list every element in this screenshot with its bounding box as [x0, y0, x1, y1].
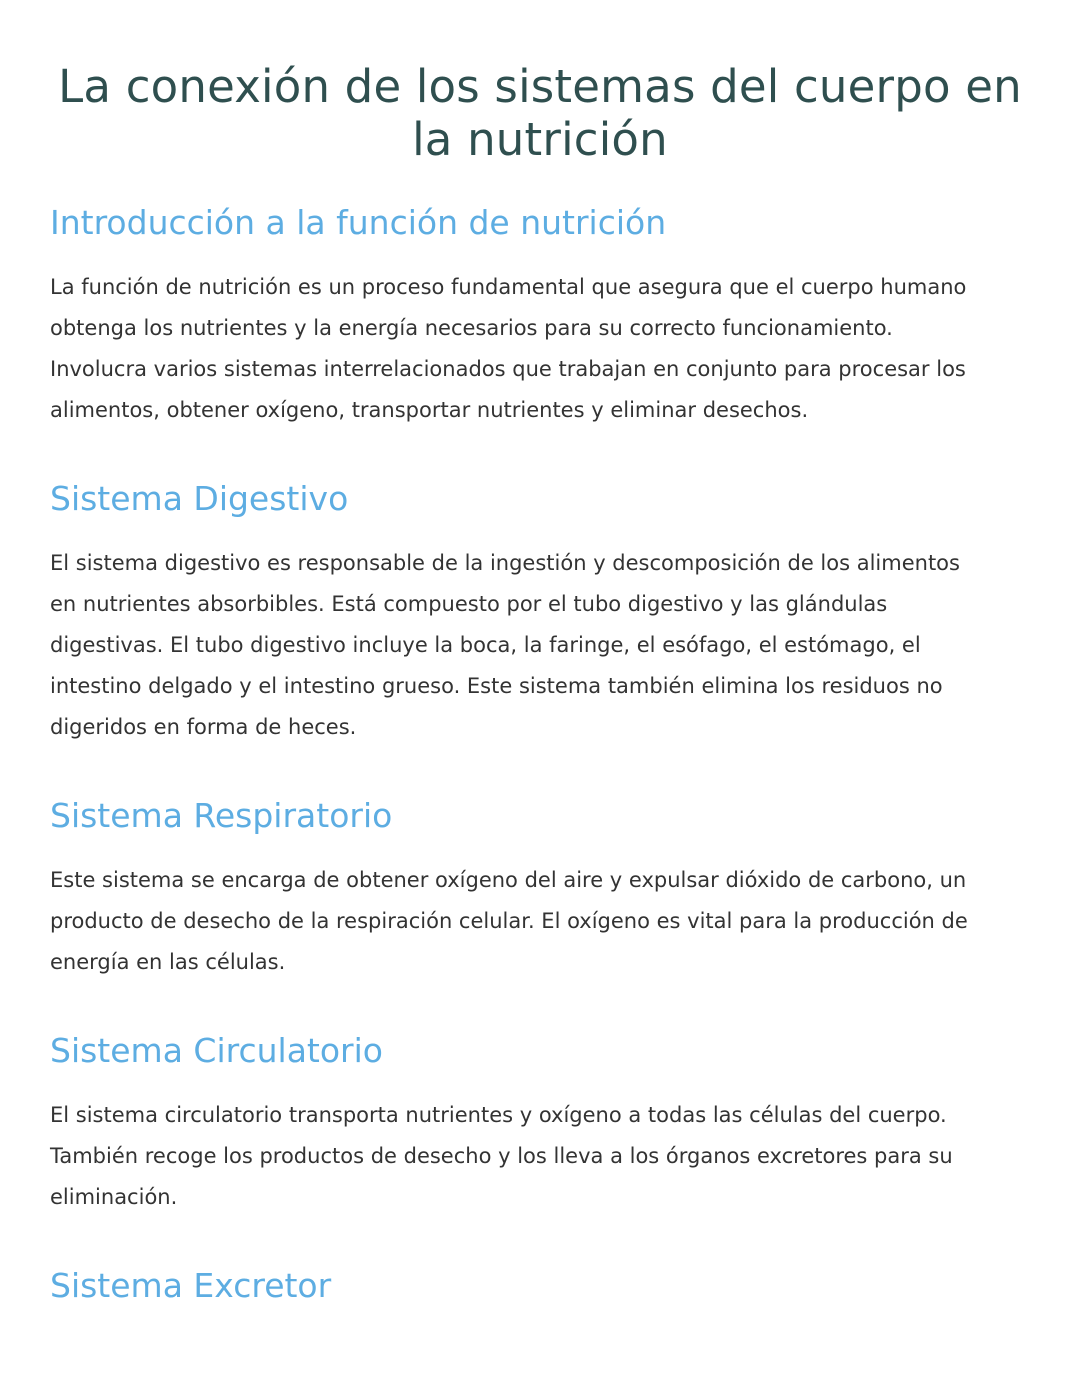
- section-text-introduccion: La función de nutrición es un proceso fundamental que asegura que el cuerpo humano obtenga los nutrientes y la energía necesarios para su correcto funcionamiento. Involucra varios sistemas interrelacionados que trabajan en conjunto para procesar los alimentos, obtener oxígeno, transportar nutrientes y eliminar desechos.: [50, 275, 967, 422]
- section-heading-excretor: Sistema Excretor: [50, 1266, 332, 1305]
- section-text-digestivo: El sistema digestivo es responsable de la ingestión y descomposición de los alimentos en nutrientes absorbibles. Está compuesto por el tubo digestivo y las glándulas digestivas. El tubo digestivo incluye la boca, la faringe, el esófago, el estómago, el intestino delgado y el intestino grueso. Este sistema también elimina los residuos no digeridos en forma de heces.: [50, 551, 960, 739]
- section-heading-introduccion: Introducción a la función de nutrición: [50, 203, 667, 242]
- section-text-respiratorio: Este sistema se encarga de obtener oxígeno del aire y expulsar dióxido de carbono, un producto de desecho de la respiración celular. El oxígeno es vital para la producción de energía en las células.: [50, 868, 968, 974]
- page-title: La conexión de los sistemas del cuerpo en la nutrición: [58, 60, 1022, 166]
- section-heading-digestivo: Sistema Digestivo: [50, 479, 349, 518]
- section-text-circulatorio: El sistema circulatorio transporta nutrientes y oxígeno a todas las células del cuerpo. También recoge los productos de desecho y los lleva a los órganos excretores para su eliminación.: [50, 1103, 953, 1209]
- section-heading-respiratorio: Sistema Respiratorio: [50, 796, 393, 835]
- section-heading-circulatorio: Sistema Circulatorio: [50, 1031, 383, 1070]
